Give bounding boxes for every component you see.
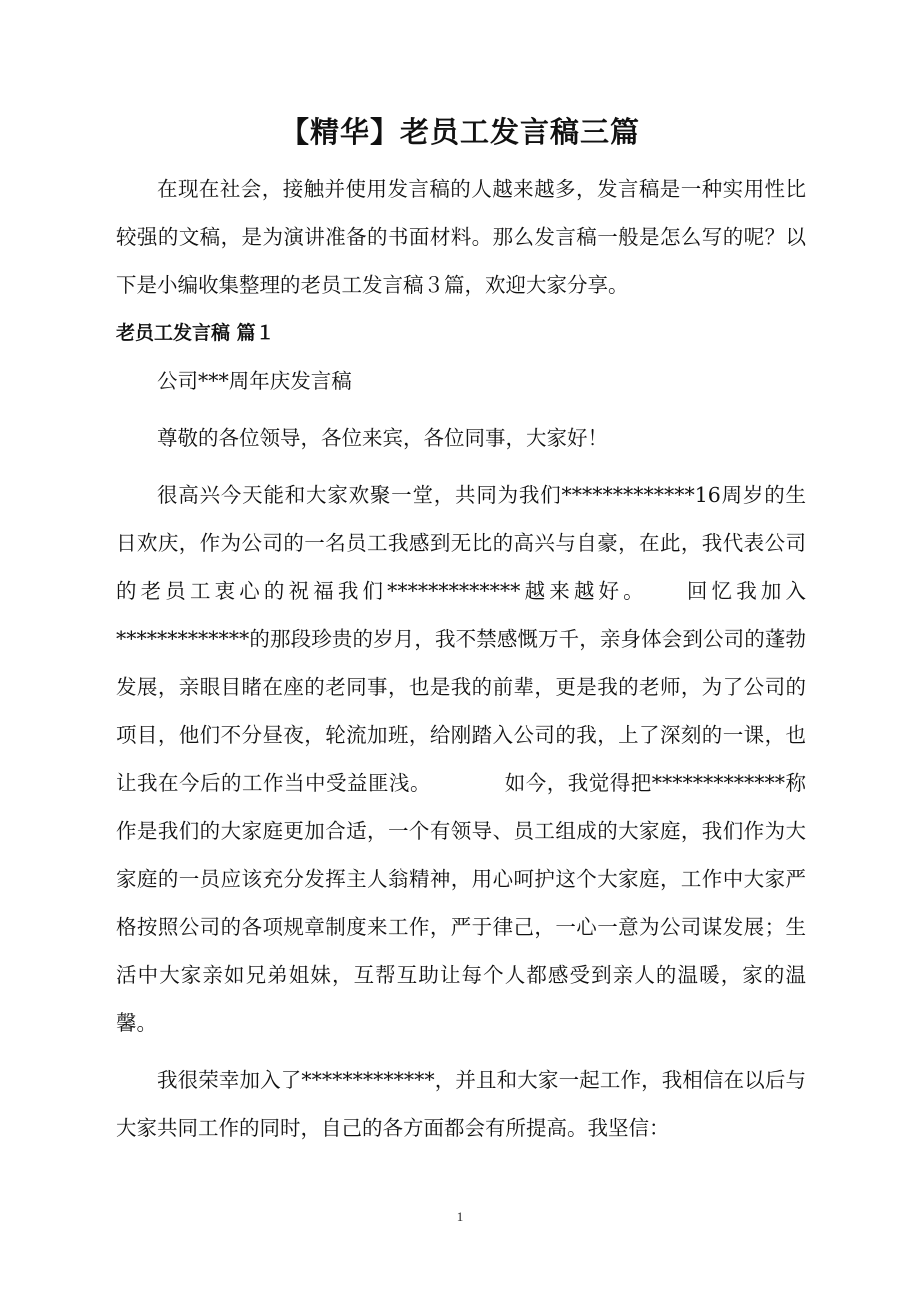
document-title: 【精华】老员工发言稿三篇 [279, 115, 640, 149]
paragraph-gap [116, 462, 806, 471]
section-heading: 老员工发言稿 篇１ [116, 322, 275, 344]
greeting-paragraph: 尊敬的各位领导，各位来宾，各位同事，大家好！ [157, 426, 608, 450]
page-number: 1 [456, 1209, 464, 1224]
speech-title-paragraph: 公司***周年庆发言稿 [157, 369, 352, 393]
main-speech-paragraph: 很高兴今天能和大家欢聚一堂，共同为我们*************16周岁的生日欢庆，作为公司的一名员工我感到无比的高兴与自豪，在此，我代表公司的老员工衷心的祝福我们*************越来越好。 回忆我加入*************的那段珍贵的岁月，我不禁感慨万千，亲身体会到公司的蓬勃发展，亲眼目睹在座的老同事，也是我的前辈，更是我的老师，为了公司的项目，他们不分昼夜，轮流加班，给刚踏入公司的我，上了深刻的一课，也让我在今后的工作当中受益匪浅。 如今，我觉得把*************称作是我们的大家庭更加合适，一个有领导、员工组成的大家庭，我们作为大家庭的一员应该充分发挥主人翁精神，用心呵护这个大家庭，工作中大家严格按照公司的各项规章制度来工作，严于律己，一心一意为公司谋发展；生活中大家亲如兄弟姐妹，互帮互助让每个人都感受到亲人的温暖，家的温馨。 [116, 483, 806, 1035]
document-body [116, 165, 806, 1152]
paragraph-gap [116, 1047, 806, 1056]
intro-paragraph: 在现在社会，接触并使用发言稿的人越来越多，发言稿是一种实用性比较强的文稿，是为演讲准备的书面材料。那么发言稿一般是怎么写的呢？以下是小编收集整理的老员工发言稿３篇，欢迎大家分享。 [116, 177, 806, 297]
paragraph-gap [116, 405, 806, 414]
closing-paragraph: 我很荣幸加入了*************，并且和大家一起工作，我相信在以后与大家共同工作的同时，自己的各方面都会有所提高。我坚信： [116, 1068, 806, 1140]
